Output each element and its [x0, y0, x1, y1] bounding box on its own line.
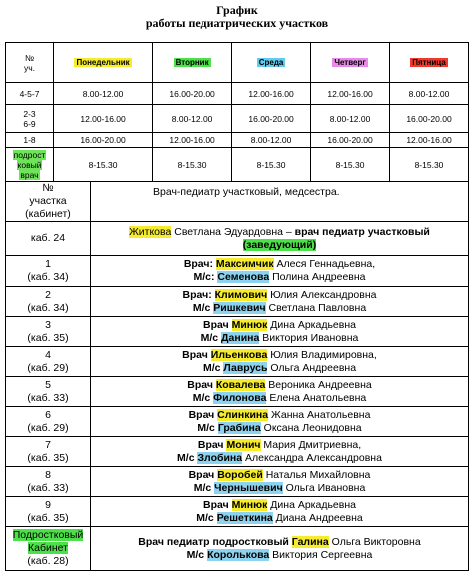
- nurse-line: [91, 512, 468, 525]
- nurse-surname: Данина: [221, 331, 260, 344]
- doctor-name: Мария Дмитриевна,: [260, 438, 362, 451]
- teen-label-line1: Подростковый: [12, 529, 84, 541]
- doctor-surname: Минюк: [231, 498, 268, 511]
- doctor-name: Жанна Анатольевна: [268, 408, 371, 421]
- teen-doctor-surname: Галина: [291, 535, 329, 548]
- schedule-row-label: [6, 148, 54, 182]
- section-cabinet: (каб. 29): [27, 421, 69, 434]
- doctor-surname: Ильенкова: [210, 348, 268, 361]
- teen-doctor-line: [91, 536, 468, 549]
- nurse-surname: Ришкевич: [213, 301, 266, 314]
- head-name: Светлана Эдуардовна –: [171, 225, 295, 238]
- nurse-name: Елена Анатольевна: [266, 391, 367, 404]
- doctor-surname: Слинкина: [217, 408, 269, 421]
- schedule-cell: 16.00-20.00: [54, 133, 153, 148]
- staff-cell: [91, 497, 469, 527]
- doctor-surname: Максимчик: [215, 258, 274, 270]
- doctor-name: Юлия Александровна: [267, 288, 377, 301]
- teen-doctor-prefix: Врач педиатр подростковый: [138, 535, 292, 548]
- nurse-surname: Решеткина: [216, 511, 273, 524]
- teen-staff-cell: [91, 527, 469, 571]
- nurse-surname: Злобина: [197, 451, 243, 464]
- schedule-cell: 8-15.30: [54, 148, 153, 182]
- section-cell: [6, 256, 91, 287]
- section-number: 4: [45, 348, 51, 361]
- schedule-row: [6, 133, 469, 148]
- teen-label-line2: Кабинет: [28, 542, 68, 554]
- teen-nurse-name: Виктория Сергеевна: [269, 548, 373, 561]
- teen-cabinet: (каб. 28): [27, 555, 69, 567]
- schedule-cell: 16.00-20.00: [311, 133, 390, 148]
- teen-label-line1: подрост: [13, 149, 46, 160]
- schedule-table: [5, 42, 469, 182]
- doctor-prefix: Врач:: [183, 258, 216, 270]
- section-cabinet: (каб. 35): [27, 331, 69, 344]
- doctor-prefix: Врач: [182, 348, 211, 361]
- doctor-row: [6, 407, 469, 437]
- schedule-cell: 16.00-20.00: [232, 105, 311, 133]
- schedule-cell: 8-15.30: [390, 148, 469, 182]
- schedule-header-row: [6, 43, 469, 83]
- doctors-header-num: [6, 182, 91, 222]
- day-header: [54, 43, 153, 83]
- schedule-cell: 16.00-20.00: [390, 105, 469, 133]
- teen-label-line2: ковый: [17, 159, 42, 170]
- nurse-name: Оксана Леонидовна: [260, 421, 362, 434]
- nurse-line: [91, 362, 468, 375]
- teen-nurse-line: [91, 549, 468, 562]
- section-number: 9: [45, 498, 51, 511]
- section-cabinet: (каб. 29): [27, 361, 69, 374]
- schedule-cell: 8.00-12.00: [390, 83, 469, 105]
- nurse-line: [91, 422, 468, 435]
- row-label-line2: 6-9: [23, 118, 36, 129]
- schedule-row-label: 1-8: [6, 133, 54, 148]
- corner-line1: №: [24, 52, 35, 63]
- doctor-line: [91, 258, 468, 271]
- nurse-name: Ольга Андреевна: [267, 361, 357, 374]
- head-role: врач педиатр участковый: [294, 225, 430, 238]
- schedule-cell: 12.00-16.00: [390, 133, 469, 148]
- head-row: [6, 222, 469, 256]
- schedule-cell: 8.00-12.00: [311, 105, 390, 133]
- schedule-cell: 12.00-16.00: [311, 83, 390, 105]
- nurse-prefix: М/с: [192, 391, 214, 404]
- teen-nurse-surname: Королькова: [207, 548, 270, 561]
- staff-cell: [91, 317, 469, 347]
- section-cell: [6, 347, 91, 377]
- doctor-name: Дина Аркадьевна: [267, 498, 356, 511]
- doctor-line: [91, 439, 468, 452]
- section-number: 2: [45, 288, 51, 301]
- doctor-line: [91, 289, 468, 302]
- staff-cell: [91, 256, 469, 287]
- nurse-name: Ольга Ивановна: [282, 481, 366, 494]
- doctor-name: Дина Аркадьевна: [267, 318, 356, 331]
- doctor-line: [91, 499, 468, 512]
- section-number: 7: [45, 438, 51, 451]
- doctor-row: [6, 317, 469, 347]
- header-num-line1: №: [42, 182, 54, 194]
- doctor-row: [6, 377, 469, 407]
- doctor-prefix: Врач: [188, 408, 218, 421]
- doctors-header-staff: Врач-педиатр участковый, медсестра.: [91, 182, 469, 222]
- day-label: Четверг: [334, 58, 366, 67]
- staff-cell: [91, 347, 469, 377]
- nurse-name: Виктория Ивановна: [259, 331, 359, 344]
- doctor-surname: Монич: [226, 438, 261, 451]
- doctor-surname: Воробей: [217, 468, 263, 481]
- doctor-prefix: Врач: [187, 378, 216, 391]
- nurse-line: [91, 452, 468, 465]
- nurse-surname: Семенова: [217, 271, 270, 283]
- doctor-prefix: Врач: [203, 318, 232, 331]
- doctor-row: [6, 437, 469, 467]
- header-num-line2: участка: [29, 195, 67, 207]
- nurse-name: Светлана Павловна: [265, 301, 367, 314]
- nurse-prefix: М/с:: [193, 271, 218, 283]
- page-title: График: [216, 3, 258, 17]
- nurse-prefix: М/с: [177, 451, 198, 464]
- section-cell: [6, 467, 91, 497]
- doctor-row: [6, 467, 469, 497]
- nurse-line: [91, 271, 468, 284]
- day-header: [232, 43, 311, 83]
- staff-cell: [91, 467, 469, 497]
- doctor-name: Вероника Андреевна: [265, 378, 372, 391]
- section-cell: [6, 497, 91, 527]
- doctor-surname: Климович: [214, 288, 268, 301]
- teen-label-line3: врач: [20, 169, 39, 180]
- nurse-surname: Чернышевич: [214, 481, 283, 494]
- teen-doctor-name: Ольга Викторовна: [328, 535, 421, 548]
- schedule-row: [6, 148, 469, 182]
- day-header: [153, 43, 232, 83]
- section-number: 5: [45, 378, 51, 391]
- nurse-prefix: М/с: [192, 301, 214, 314]
- day-label: Вторник: [175, 58, 209, 67]
- nurse-line: [91, 302, 468, 315]
- doctor-row: [6, 256, 469, 287]
- page-subtitle: работы педиатрических участков: [145, 16, 329, 30]
- doctor-line: [91, 319, 468, 332]
- nurse-line: [91, 392, 468, 405]
- section-cabinet: (каб. 34): [27, 271, 69, 283]
- doctors-table: [5, 181, 469, 571]
- teen-cell: [6, 527, 91, 571]
- doctor-name: Юлия Владимировна,: [267, 348, 377, 361]
- day-label: Среда: [258, 58, 284, 67]
- section-cabinet: (каб. 35): [27, 451, 69, 464]
- staff-cell: [91, 437, 469, 467]
- section-cabinet: (каб. 33): [27, 481, 69, 494]
- section-cabinet: (каб. 35): [27, 511, 69, 524]
- teen-nurse-prefix: М/с: [186, 548, 208, 561]
- doctor-line: [91, 409, 468, 422]
- staff-cell: [91, 287, 469, 317]
- doctor-line: [91, 349, 468, 362]
- section-cell: [6, 287, 91, 317]
- head-doctor: [91, 222, 469, 256]
- section-cabinet: (каб. 34): [27, 301, 69, 314]
- schedule-row-label: [6, 105, 54, 133]
- nurse-prefix: М/с: [200, 331, 222, 344]
- schedule-cell: 8.00-12.00: [153, 105, 232, 133]
- head-cabinet: каб. 24: [6, 222, 91, 256]
- head-note: (заведующий): [242, 238, 317, 251]
- doctor-prefix: Врач: [197, 438, 227, 451]
- section-number: 3: [45, 318, 51, 331]
- schedule-row: [6, 83, 469, 105]
- day-header: [311, 43, 390, 83]
- row-label-line1: 2-3: [23, 108, 36, 119]
- nurse-prefix: М/с: [202, 361, 224, 374]
- corner-line2: уч.: [23, 62, 36, 73]
- nurse-prefix: М/с: [196, 511, 217, 524]
- doctor-prefix: Врач: [188, 468, 218, 481]
- section-number: 6: [45, 408, 51, 421]
- schedule-cell: 16.00-20.00: [153, 83, 232, 105]
- day-label: Пятница: [412, 58, 446, 67]
- schedule-cell: 8.00-12.00: [54, 83, 153, 105]
- staff-cell: [91, 407, 469, 437]
- section-cell: [6, 407, 91, 437]
- doctor-row: [6, 347, 469, 377]
- schedule-cell: 8-15.30: [311, 148, 390, 182]
- section-number: 1: [45, 258, 51, 270]
- schedule-cell: 12.00-16.00: [232, 83, 311, 105]
- head-surname: Житкова: [129, 225, 172, 238]
- nurse-surname: Грабина: [217, 421, 261, 434]
- doctor-row: [6, 497, 469, 527]
- doctor-prefix: Врач:: [182, 288, 215, 301]
- section-cabinet: (каб. 33): [27, 391, 69, 404]
- nurse-name: Полина Андреевна: [269, 271, 366, 283]
- schedule-corner: [6, 43, 54, 83]
- schedule-cell: 12.00-16.00: [153, 133, 232, 148]
- section-cell: [6, 317, 91, 347]
- schedule-row: [6, 105, 469, 133]
- nurse-prefix: М/с: [193, 481, 215, 494]
- doctor-surname: Ковалева: [215, 378, 266, 391]
- doctor-line: [91, 469, 468, 482]
- section-number: 8: [45, 468, 51, 481]
- doctor-name: Алеся Геннадьевна,: [273, 258, 376, 270]
- nurse-line: [91, 482, 468, 495]
- nurse-surname: Лаврусь: [223, 361, 268, 374]
- nurse-prefix: М/с: [197, 421, 218, 434]
- section-cell: [6, 377, 91, 407]
- nurse-surname: Филонова: [213, 391, 267, 404]
- nurse-line: [91, 332, 468, 345]
- nurse-name: Александра Александровна: [242, 451, 382, 464]
- doctor-name: Наталья Михайловна: [262, 468, 371, 481]
- section-cell: [6, 437, 91, 467]
- schedule-row-label: 4-5-7: [6, 83, 54, 105]
- header-num-line3: (кабинет): [25, 208, 71, 220]
- nurse-name: Диана Андреевна: [272, 511, 363, 524]
- doctor-row: [6, 287, 469, 317]
- schedule-cell: 8-15.30: [153, 148, 232, 182]
- teen-row: [6, 527, 469, 571]
- staff-cell: [91, 377, 469, 407]
- schedule-cell: 8.00-12.00: [232, 133, 311, 148]
- doctor-prefix: Врач: [203, 498, 232, 511]
- schedule-cell: 12.00-16.00: [54, 105, 153, 133]
- doctor-surname: Минюк: [231, 318, 268, 331]
- day-header: [390, 43, 469, 83]
- doctors-header-row: [6, 182, 469, 222]
- doctor-line: [91, 379, 468, 392]
- day-label: Понедельник: [76, 58, 130, 67]
- schedule-cell: 8-15.30: [232, 148, 311, 182]
